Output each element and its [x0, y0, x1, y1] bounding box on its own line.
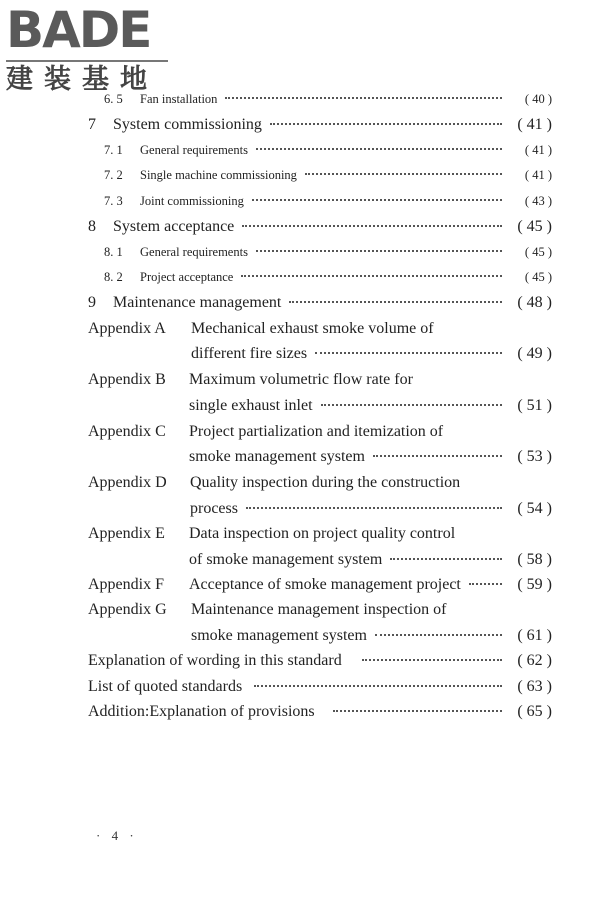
- appendix-title-line2: different fire sizes: [191, 345, 308, 362]
- toc-leader: [256, 148, 502, 150]
- appendix-title-line1: Maximum volumetric flow rate for: [189, 371, 413, 388]
- toc-entry-7-1[interactable]: [104, 143, 552, 158]
- toc-entry-8-2[interactable]: [104, 270, 552, 285]
- toc-entry-6-5[interactable]: [104, 92, 552, 107]
- toc-leader: [270, 123, 502, 125]
- toc-page: ( 59 ): [517, 576, 552, 593]
- toc-title: Addition:Explanation of provisions: [88, 703, 315, 720]
- toc-entry-explanation-of-wording[interactable]: [88, 652, 552, 670]
- toc-entry-7[interactable]: [88, 116, 552, 134]
- toc-number: 7. 1: [104, 143, 123, 157]
- toc-leader: [375, 634, 502, 636]
- toc-page: ( 41 ): [524, 168, 552, 182]
- toc-entry-9[interactable]: [88, 294, 552, 312]
- toc-leader: [252, 199, 502, 201]
- toc-page: ( 41 ): [524, 143, 552, 157]
- toc-page: ( 45 ): [524, 245, 552, 259]
- appendix-label: Appendix D: [88, 474, 167, 491]
- toc-page: ( 51 ): [517, 397, 552, 414]
- toc-page: ( 41 ): [517, 116, 552, 133]
- toc-number: 7: [88, 116, 96, 133]
- logo: [6, 2, 176, 96]
- appendix-label: Appendix C: [88, 423, 166, 440]
- appendix-title-line1: Mechanical exhaust smoke volume of: [191, 320, 434, 337]
- toc-leader: [256, 250, 502, 252]
- toc-leader: [469, 583, 502, 585]
- toc-entry-addition-explanation[interactable]: [88, 703, 552, 721]
- toc-leader: [289, 301, 502, 303]
- toc-title: Single machine commissioning: [140, 168, 297, 182]
- toc-leader: [225, 97, 502, 99]
- appendix-title-line1: Acceptance of smoke management project: [189, 576, 461, 593]
- toc-page: ( 53 ): [517, 448, 552, 465]
- toc-leader: [254, 685, 502, 687]
- appendix-title-line2: smoke management system: [189, 448, 365, 465]
- toc-title: System acceptance: [113, 218, 235, 235]
- toc-page: ( 65 ): [517, 703, 552, 720]
- toc-page: ( 63 ): [517, 678, 552, 695]
- appendix-label: Appendix B: [88, 371, 166, 388]
- appendix-title-line2: process: [190, 500, 238, 517]
- appendix-label: Appendix G: [88, 601, 167, 618]
- toc-entry-7-2[interactable]: [104, 168, 552, 183]
- toc-title: General requirements: [140, 245, 248, 259]
- appendix-title-line1: Maintenance management inspection of: [191, 601, 447, 618]
- toc-title: System commissioning: [113, 116, 262, 133]
- toc-page: ( 49 ): [517, 345, 552, 362]
- toc-entry-8[interactable]: [88, 218, 552, 236]
- toc-number: 8: [88, 218, 96, 235]
- toc-page: ( 48 ): [517, 294, 552, 311]
- toc-leader: [246, 507, 502, 509]
- toc-number: 7. 2: [104, 168, 123, 182]
- toc-entry-list-of-quoted-standards[interactable]: [88, 678, 552, 696]
- logo-brand: BADE: [6, 1, 151, 59]
- toc-number: 6. 5: [104, 92, 123, 106]
- toc-entry-8-1[interactable]: [104, 245, 552, 260]
- toc-number: 8. 1: [104, 245, 123, 259]
- toc-page: ( 45 ): [524, 270, 552, 284]
- toc-number: 7. 3: [104, 194, 123, 208]
- toc-leader: [321, 404, 502, 406]
- logo-rule: [6, 60, 168, 62]
- appendix-title-line1: Data inspection on project quality control: [189, 525, 456, 542]
- toc-title: Maintenance management: [113, 294, 282, 311]
- toc-number: 8. 2: [104, 270, 123, 284]
- toc-title: List of quoted standards: [88, 678, 243, 695]
- toc-entry-appendix-f[interactable]: [88, 576, 552, 594]
- appendix-label: Appendix F: [88, 576, 164, 593]
- toc-leader: [362, 659, 502, 661]
- toc-leader: [305, 173, 502, 175]
- toc-number: 9: [88, 294, 96, 311]
- logo-chinese: 建装基地: [6, 64, 158, 95]
- toc-page: ( 54 ): [517, 500, 552, 517]
- page-number: · 4 ·: [96, 828, 138, 843]
- appendix-title-line2: of smoke management system: [189, 551, 383, 568]
- toc-page: ( 61 ): [517, 627, 552, 644]
- toc-page: ( 40 ): [524, 92, 552, 106]
- appendix-label: Appendix A: [88, 320, 166, 337]
- appendix-title-line1: Project partialization and itemization of: [189, 423, 444, 440]
- toc-title: Joint commissioning: [140, 194, 244, 208]
- toc-title: Fan installation: [140, 92, 218, 106]
- toc-page: ( 58 ): [517, 551, 552, 568]
- toc-title: General requirements: [140, 143, 248, 157]
- appendix-title-line1: Quality inspection during the construction: [190, 474, 461, 491]
- toc-title: Explanation of wording in this standard: [88, 652, 342, 669]
- toc-title: Project acceptance: [140, 270, 234, 284]
- toc-leader: [241, 275, 502, 277]
- appendix-label: Appendix E: [88, 525, 165, 542]
- toc-page: ( 45 ): [517, 218, 552, 235]
- toc-leader: [333, 710, 502, 712]
- appendix-title-line2: single exhaust inlet: [189, 397, 313, 414]
- toc-leader: [315, 352, 502, 354]
- toc-leader: [390, 558, 502, 560]
- toc-leader: [242, 225, 502, 227]
- toc-leader: [373, 455, 502, 457]
- toc-entry-7-3[interactable]: [104, 194, 552, 209]
- appendix-title-line2: smoke management system: [191, 627, 367, 644]
- toc-page: ( 62 ): [517, 652, 552, 669]
- toc-page: ( 43 ): [524, 194, 552, 208]
